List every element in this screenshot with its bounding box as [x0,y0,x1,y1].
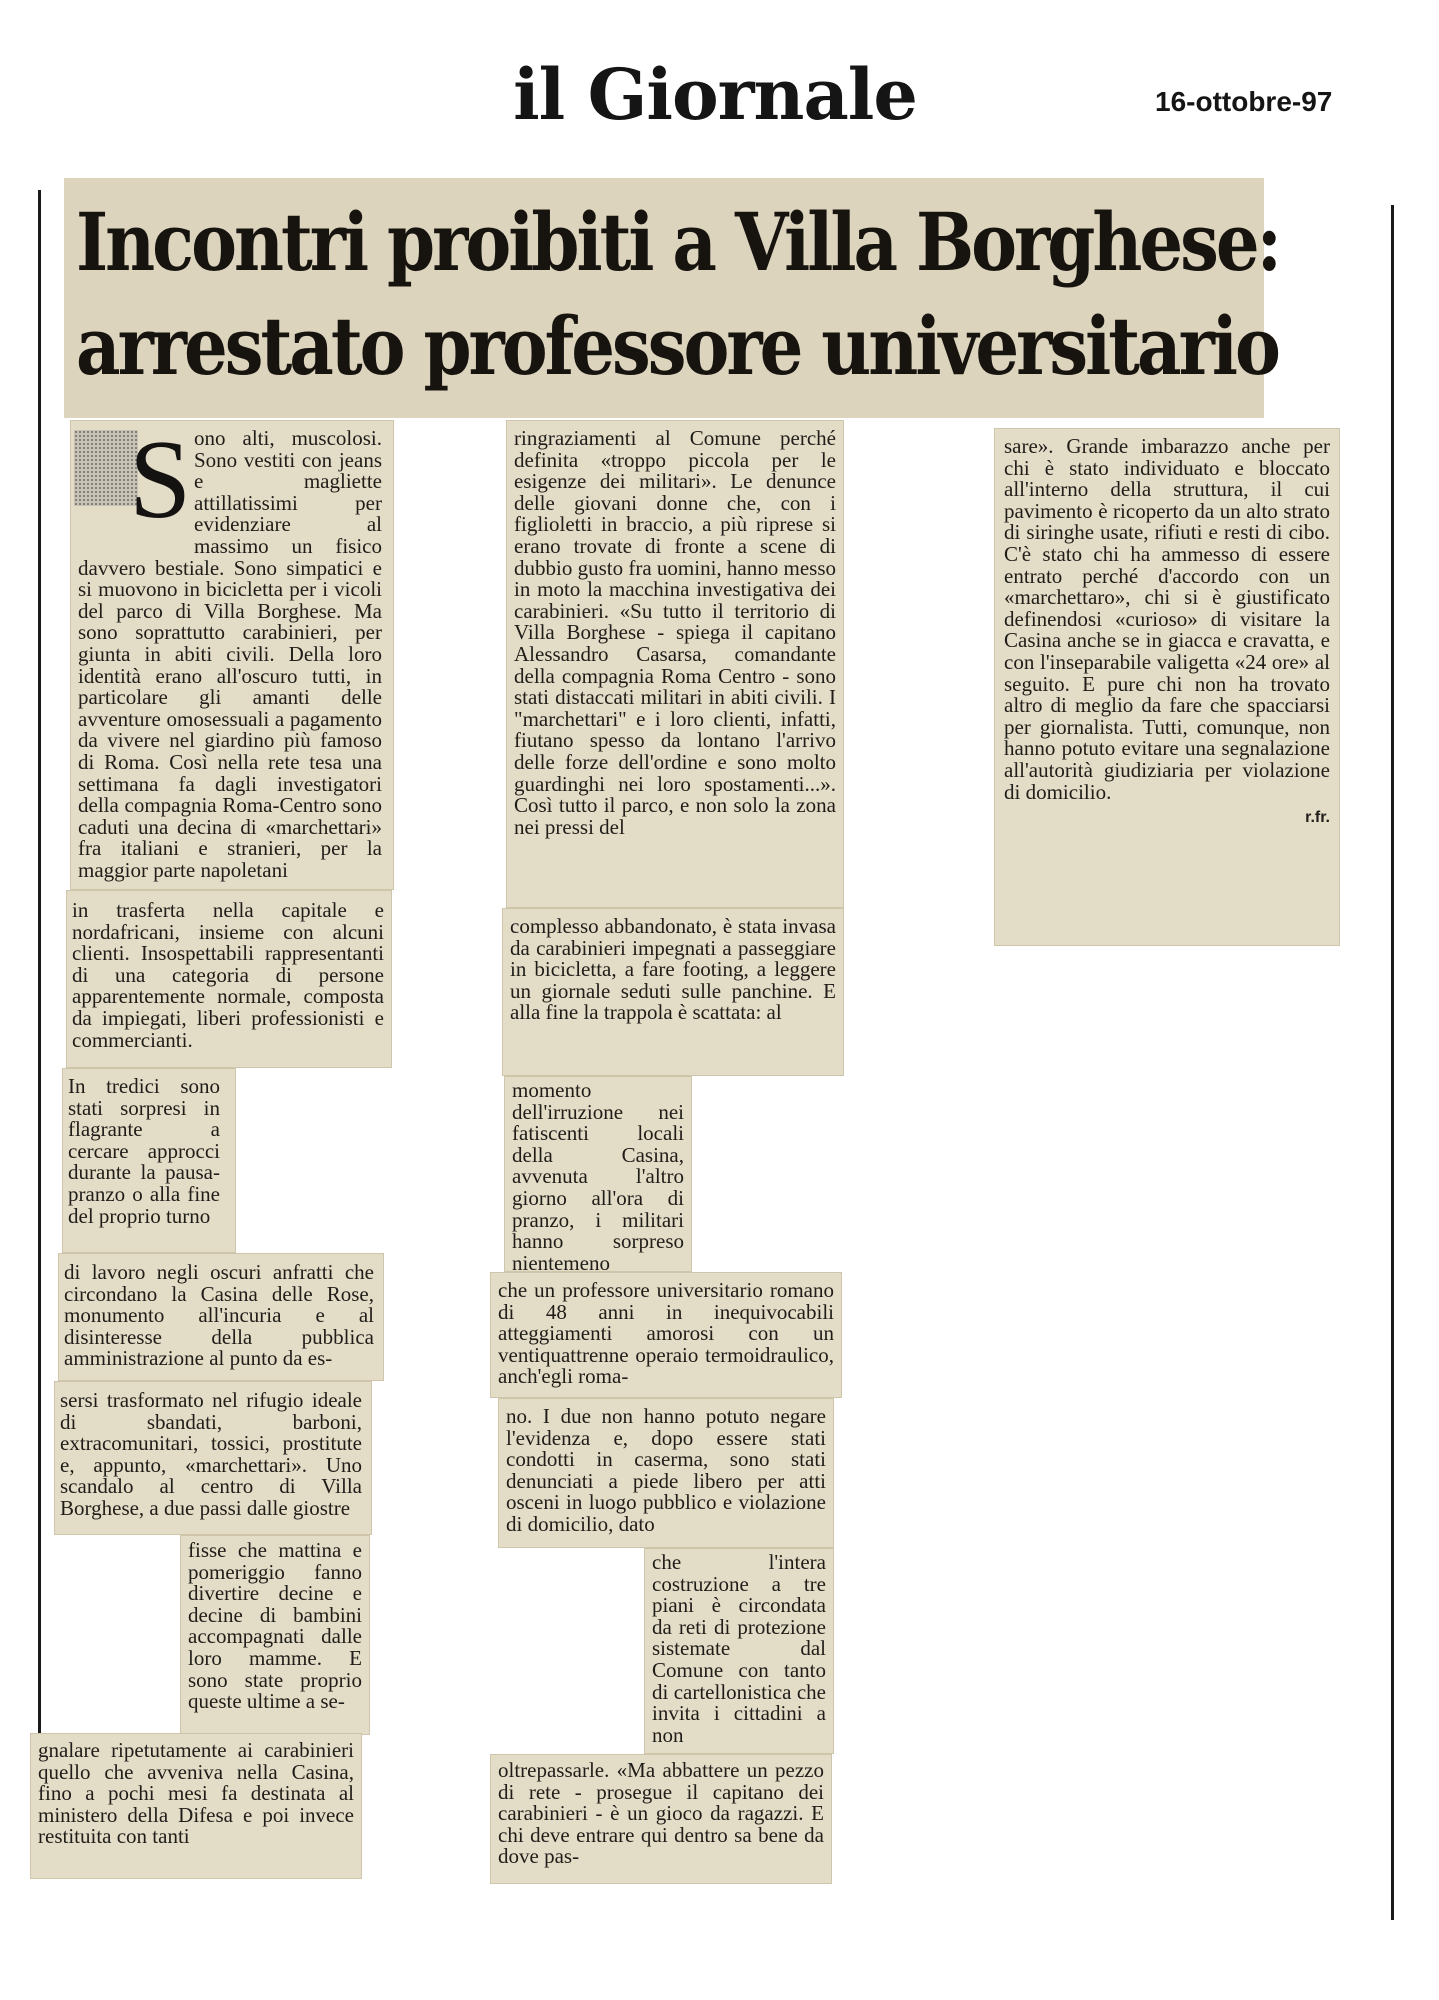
masthead-logo: il Giornale [513,53,917,136]
col2-block-b [510,916,836,1024]
col1-block-c [68,1076,220,1227]
col2-paragraph-6: che l'intera costruzione a tre piani è circondata da reti di protezione sistemate dal Comune con tanto di cartellonistica che invita i cittadini a non [652,1550,826,1747]
col1-paragraph-2: in trasferta nella capitale e nordafricani, insieme con alcuni clienti. Insospettabili rappresentanti di una categoria di persone apparentemente normale, composta da impiegati, liberi professionisti e commercianti. [72,898,384,1052]
headline-line-1: Incontri proibiti a Villa Borghese: [76,195,1279,289]
col2-paragraph-4: che un professore universitario romano di 48 anni in inequivocabili atteggiamenti amorosi con un ventiquattrenne operaio termoidraulico, anch'egli roma- [498,1278,834,1389]
left-margin-rule [38,190,41,1770]
author-signature: r.fr. [1305,809,1330,827]
col1-block-e [60,1390,362,1520]
col2-block-c [512,1080,684,1274]
headline [76,190,1279,398]
col1-block-d [64,1262,374,1370]
col2-paragraph-7: oltrepassarle. «Ma abbattere un pezzo di rete - prosegue il capitano dei carabinieri - è un gioco da ragazzi. E chi deve entrare qui dentro sa bene da dove pas- [498,1758,824,1869]
col1-paragraph-7: gnalare ripetutamente ai carabinieri quello che avveniva nella Casina, fino a pochi mesi fa destinata al ministero della Difesa e poi invece restituita con tanti [38,1738,354,1849]
col2-paragraph-2: complesso abbandonato, è stata invasa da carabinieri impegnati a passeggiare in bicicletta, a fare footing, a leggere un giornale seduti sulle panchine. E alla fine la trappola è scattata: al [510,914,836,1025]
right-margin-rule [1391,205,1394,1920]
dropcap-letter: S [129,418,192,542]
col3-paragraph: sare». Grande imbarazzo anche per chi è stato individuato e bloccato all'interno della struttura, il cui pavimento è ricoperto da un alto strato di siringhe usate, rifiuti e resti di cibo. C'è stato chi ha ammesso di essere entrato perché d'accordo con un «marchettaro», chi si è giustificato definendosi «curioso» di visitare la Casina anche se in giacca e cravatta, e con l'inseparabile valigetta «24 ore» al seguito. E pure chi non ha trovato altro di meglio da fare che spacciarsi per giornalista. Tutti, comunque, non hanno potuto evitare una segnalazione all'autorità giudiziaria per violazione di domicilio. [1004,434,1330,804]
col2-block-e [506,1406,826,1536]
col2-paragraph-1: ringraziamenti al Comune perché definita «troppo piccola per le esigenze dei militari». Le denunce delle giovani donne che, con i figlioletti in braccio, a più riprese si erano trovate di fronte a scene di dubbio gusto fra uomini, hanno messo in moto la macchina investigativa dei carabinieri. «Su tutto il territorio di Villa Borghese - spiega il capitano Alessandro Casarsa, comandante della compagnia Roma Centro - sono stati distaccati militari in abiti civili. I "marchettari" e i loro clienti, infatti, fiutano spesso da lontano l'arrivo delle forze dell'ordine e sono molto guardinghi nei loro spostamenti...». Così tutto il parco, e non solo la zona nei pressi del [514,426,836,839]
col1-paragraph-3: In tredici sono stati sorpresi in flagrante a cercare approcci durante la pausa-pranzo o alla fine del proprio turno [68,1074,220,1228]
dropcap-box [74,418,192,542]
col1-paragraph-5: sersi trasformato nel rifugio ideale di sbandati, barboni, extracomunitari, tossici, prostitute e, appunto, «marchettari». Uno scandalo al centro di Villa Borghese, a due passi dalle giostre [60,1388,362,1520]
col1-paragraph-1: ono alti, muscolosi. Sono vestiti con jeans e magliette attillatissimi per evidenziare al massimo un fisico davvero bestiale. Sono simpatici e si muovono in bicicletta per i vicoli del parco di Villa Borghese. Ma sono soprattutto carabinieri, per giunta in abiti civili. Della loro identità erano all'oscuro tutti, in particolare gli amanti delle avventure omosessuali a pagamento da vivere nel giardino più famoso di Roma. Così nella rete tesa una settimana fa dagli investigatori della compagnia Roma-Centro sono caduti una decina di «marchettari» fra italiani e stranieri, per la maggior parte napoletani [78,426,382,882]
headline-line-2: arrestato professore universitario [76,299,1278,393]
col2-paragraph-5: no. I due non hanno potuto negare l'evidenza e, dopo essere stati condotti in caserma, sono stati denunciati a piede libero per atti osceni in luogo pubblico e violazione di domicilio, dato [506,1404,826,1536]
col1-block-f [188,1540,362,1713]
col2-block-g [498,1760,824,1868]
col1-block-a [78,418,382,882]
col1-block-b [72,900,384,1051]
col1-paragraph-6: fisse che mattina e pomeriggio fanno divertire decine e decine di bambini accompagnati dalle loro mamme. E sono state proprio queste ultime a se- [188,1538,362,1714]
col2-paragraph-3: momento dell'irruzione nei fatiscenti locali della Casina, avvenuta l'altro giorno all'ora di pranzo, i militari hanno sorpreso nientemeno [512,1078,684,1275]
date-stamp: 16-ottobre-97 [1155,86,1333,117]
col2-block-a [514,428,836,838]
col3-block [1004,436,1330,829]
col1-block-g [38,1740,354,1848]
col1-paragraph-4: di lavoro negli oscuri anfratti che circondano la Casina delle Rose, monumento all'incuria e al disinteresse della pubblica amministrazione al punto da es- [64,1260,374,1371]
col2-block-d [498,1280,834,1388]
col2-block-f [652,1552,826,1746]
